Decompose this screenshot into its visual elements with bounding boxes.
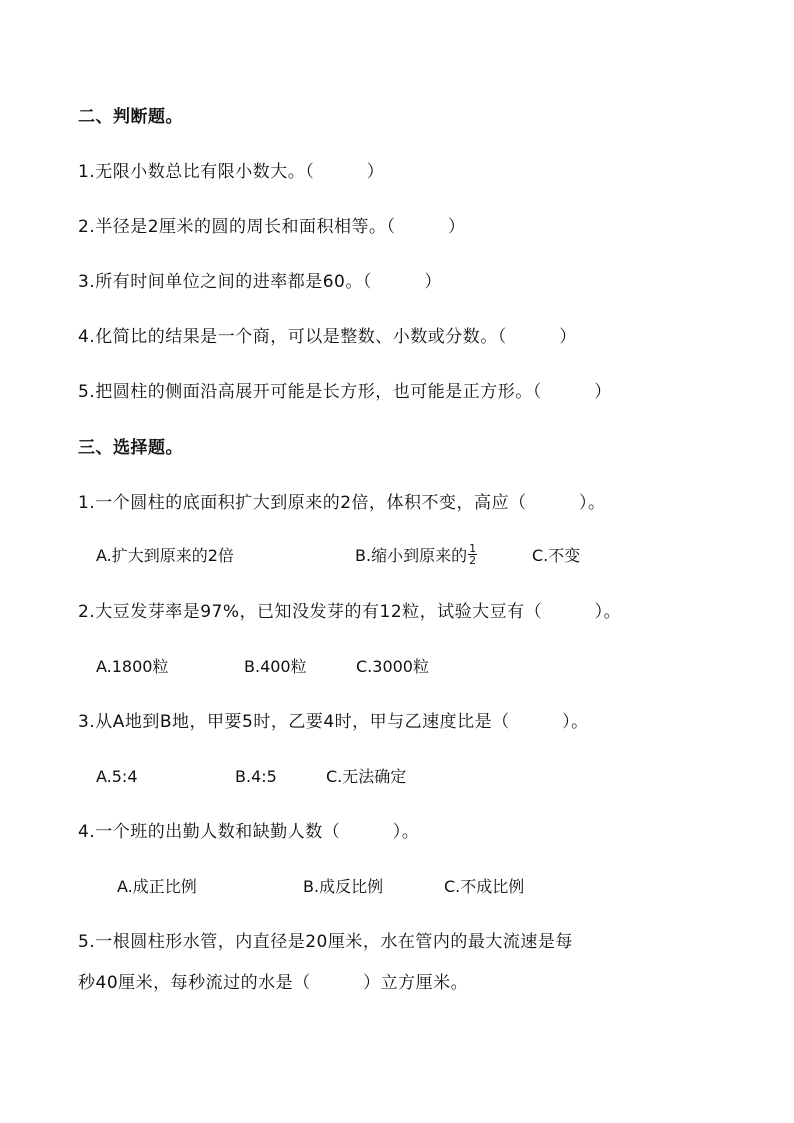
q4-option-c: C.不成比例 [444, 877, 525, 896]
q1-option-a: A.扩大到原来的2倍 [96, 546, 234, 565]
choice-question-5-line-2: 秒40厘米，每秒流过的水是（ ）立方厘米。 [78, 973, 469, 993]
choice-question-3: 3.从A地到B地，甲要5时，乙要4时，甲与乙速度比是（ ）。 [78, 712, 589, 732]
judgment-item-5: 5.把圆柱的侧面沿高展开可能是长方形，也可能是正方形。（ ） [78, 382, 612, 402]
choice-question-1: 1.一个圆柱的底面积扩大到原来的2倍，体积不变，高应（ ）。 [78, 493, 606, 513]
one-half-fraction: $\frac{1}{2}$ [469, 542, 477, 567]
judgment-item-1: 1.无限小数总比有限小数大。（ ） [78, 162, 385, 182]
q1-option-b [355, 542, 477, 568]
q4-option-a: A.成正比例 [117, 877, 197, 896]
judgment-item-4: 4.化简比的结果是一个商，可以是整数、小数或分数。（ ） [78, 327, 577, 347]
choice-question-2: 2.大豆发芽率是97%，已知没发芽的有12粒，试验大豆有（ ）。 [78, 602, 622, 622]
judgment-item-3: 3.所有时间单位之间的进率都是60。（ ） [78, 272, 442, 292]
q3-option-b: B.4:5 [235, 767, 277, 786]
q4-option-b: B.成反比例 [303, 877, 384, 896]
q3-option-c: C.无法确定 [326, 767, 407, 786]
section-choice-title: 三、选择题。 [78, 438, 183, 458]
section-judgment-title: 二、判断题。 [78, 107, 183, 127]
q3-option-a: A.5:4 [96, 767, 138, 786]
q1-option-c: C.不变 [532, 546, 581, 565]
q2-option-b: B.400粒 [244, 657, 307, 676]
choice-question-5-line-1: 5.一根圆柱形水管，内直径是20厘米，水在管内的最大流速是每 [78, 932, 573, 952]
q2-option-a: A.1800粒 [96, 657, 169, 676]
q1-option-b-text: B.缩小到原来的 [355, 546, 468, 565]
choice-question-4: 4.一个班的出勤人数和缺勤人数（ ）。 [78, 822, 420, 842]
judgment-item-2: 2.半径是2厘米的圆的周长和面积相等。（ ） [78, 217, 466, 237]
q2-option-c: C.3000粒 [356, 657, 429, 676]
